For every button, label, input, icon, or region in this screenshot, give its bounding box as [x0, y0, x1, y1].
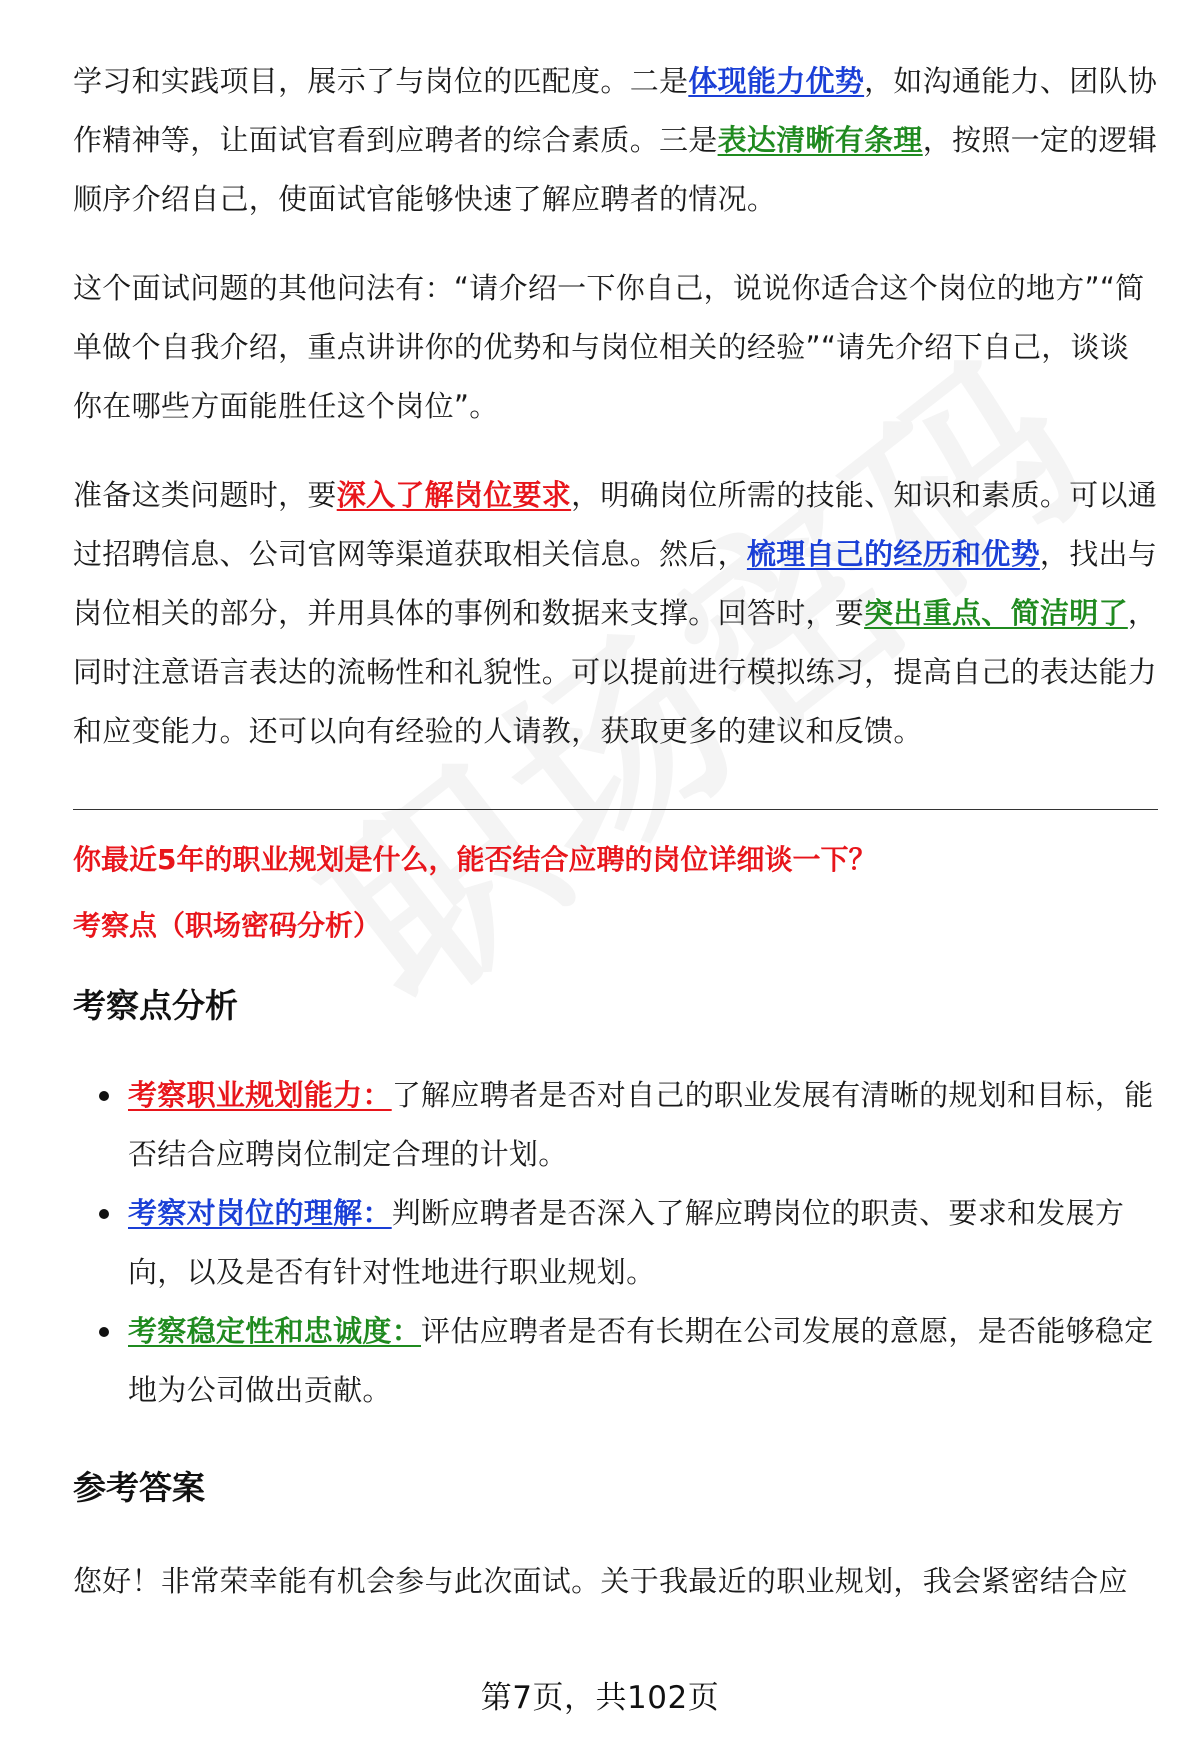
section-divider: [73, 809, 1158, 810]
paragraph-3: [73, 466, 1158, 761]
paragraph-3-text-2: ，明确岗位所需的技能、知识和素质。可以通过招聘信息、公司官网等渠道获取相关信息。然后，: [73, 478, 1158, 571]
analysis-item-stability-loyalty: [73, 1302, 1158, 1420]
analysis-item-text: 了解应聘者是否对自己的职业发展有清晰的规划和目标，能否结合应聘岗位制定合理的计划。: [128, 1078, 1154, 1171]
highlight-concise: 突出重点、简洁明了: [864, 596, 1128, 630]
analysis-item-text: 判断应聘者是否深入了解应聘岗位的职责、要求和发展方向，以及是否有针对性地进行职业规划。: [128, 1196, 1125, 1289]
paragraph-1-text-1: 学习和实践项目，展示了与岗位的匹配度。二是: [73, 64, 689, 98]
paragraph-3-text-4: ，同时注意语言表达的流畅性和礼貌性。可以提前进行模拟练习，提高自己的表达能力和应变能力。还可以向有经验的人请教，获取更多的建议和反馈。: [73, 596, 1158, 748]
highlight-sort-experience: 梳理自己的经历和优势: [746, 537, 1040, 571]
analysis-item-career-planning: [73, 1066, 1158, 1184]
interview-question: 你最近5年的职业规划是什么，能否结合应聘的岗位详细谈一下？: [73, 843, 877, 876]
analysis-item-label: 考察对岗位的理解：: [128, 1196, 392, 1230]
bullet-dot-icon: [99, 1209, 109, 1219]
paragraph-1-text-2: ，如沟通能力、团队协作精神等，让面试官看到应聘者的综合素质。三是: [73, 64, 1158, 157]
answer-heading: 参考答案: [73, 1468, 205, 1507]
bullet-dot-icon: [99, 1091, 109, 1101]
paragraph-2: 这个面试问题的其他问法有：“请介绍一下你自己，说说你适合这个岗位的地方”“简单做个自我介绍，重点讲讲你的优势和与岗位相关的经验”“请先介绍下自己，谈谈你在哪些方面能胜任这个岗位”。: [73, 271, 1145, 423]
paragraph-3-text-1: 准备这类问题时，要: [73, 478, 337, 512]
focus-label: 考察点（职场密码分析）: [73, 909, 382, 942]
analysis-list: [73, 1066, 1158, 1420]
paragraph-1: [73, 52, 1158, 229]
highlight-understand-requirements: 深入了解岗位要求: [336, 478, 572, 512]
analysis-item-position-understanding: [73, 1184, 1158, 1302]
paragraph-3-text-3: ，找出与岗位相关的部分，并用具体的事例和数据来支撑。回答时，要: [73, 537, 1158, 630]
analysis-heading: 考察点分析: [73, 986, 238, 1025]
document-page: [73, 52, 1158, 1611]
page-number: 第7页，共102页: [480, 1680, 720, 1716]
analysis-item-label: 考察职业规划能力：: [128, 1078, 392, 1112]
analysis-item-label: 考察稳定性和忠诚度：: [128, 1314, 422, 1348]
highlight-ability-advantage: 体现能力优势: [688, 64, 865, 98]
bullet-dot-icon: [99, 1327, 109, 1337]
paragraph-1-text-3: ，按照一定的逻辑顺序介绍自己，使面试官能够快速了解应聘者的情况。: [73, 123, 1158, 216]
analysis-item-text: 评估应聘者是否有长期在公司发展的意愿，是否能够稳定地为公司做出贡献。: [128, 1314, 1154, 1407]
answer-paragraph: 您好！非常荣幸能有机会参与此次面试。关于我最近的职业规划，我会紧密结合应: [73, 1564, 1128, 1598]
highlight-clear-expression: 表达清晰有条理: [717, 123, 923, 157]
